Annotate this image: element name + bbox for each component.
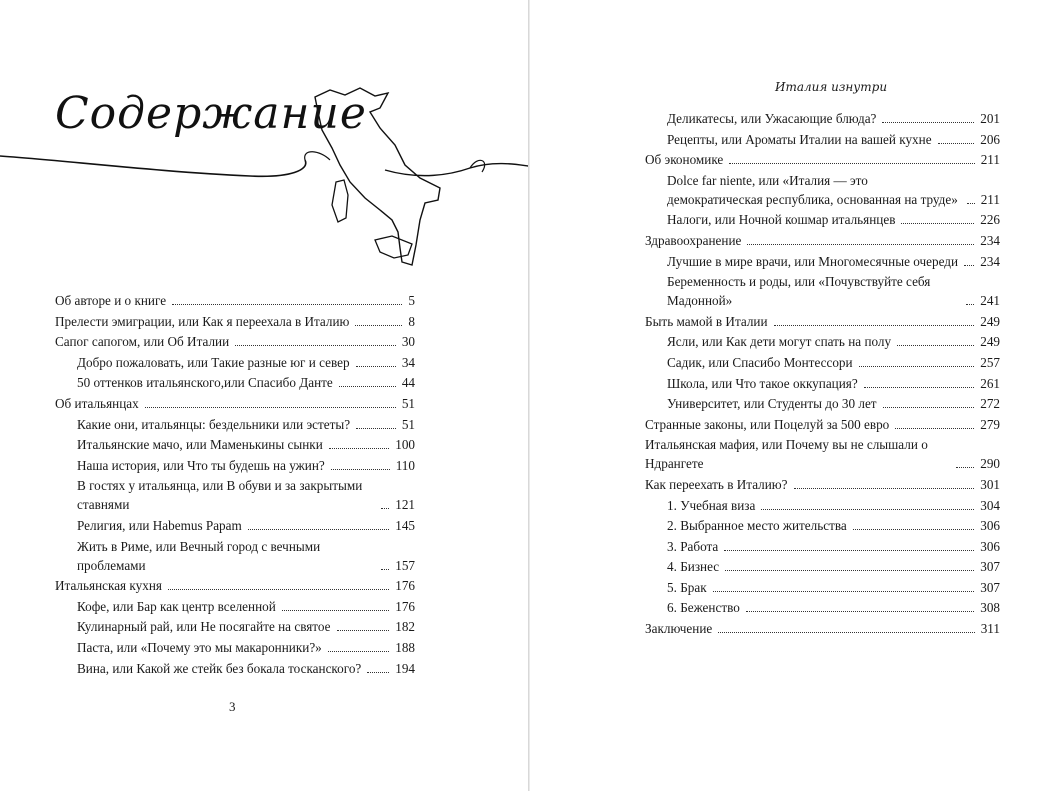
toc-entry-page: 308 xyxy=(980,600,1000,616)
toc-entry[interactable] xyxy=(55,476,415,514)
dot-leader xyxy=(774,325,975,326)
toc-entry[interactable] xyxy=(645,272,1000,310)
toc-entry[interactable] xyxy=(645,557,1000,576)
toc-entry-title: Лучшие в мире врачи, или Многомесячные очереди xyxy=(667,253,959,269)
toc-entry[interactable] xyxy=(55,576,415,595)
toc-entry[interactable] xyxy=(645,353,1000,372)
toc-entry-page: 188 xyxy=(395,639,415,655)
sardinia-outline xyxy=(332,180,348,222)
toc-entry-page: 176 xyxy=(395,598,415,614)
toc-entry-title: Жить в Риме, или Вечный город с вечными проблемами xyxy=(77,538,321,573)
toc-entry-page: 44 xyxy=(401,375,415,391)
dot-leader xyxy=(725,570,974,571)
swirl-loop xyxy=(305,152,330,160)
toc-entry-title: Садик, или Спасибо Монтессори xyxy=(667,354,853,370)
toc-entry-page: 206 xyxy=(980,131,1000,147)
toc-entry-title: Быть мамой в Италии xyxy=(645,313,768,329)
dot-leader xyxy=(794,488,975,489)
sicily-outline xyxy=(375,236,412,258)
toc-entry-title: Кофе, или Бар как центр вселенной xyxy=(77,598,276,614)
toc-entry-title: Беременность и роды, или «Почувствуйте себя Мадонной» xyxy=(667,274,931,309)
toc-entry-page: 211 xyxy=(980,152,1000,168)
toc-entry-title: В гостях у итальянца, или В обуви и за закрытыми ставнями xyxy=(77,478,363,513)
toc-entry-title: Ясли, или Как дети могут спать на полу xyxy=(667,334,892,350)
dot-leader xyxy=(235,345,396,346)
toc-entry-page: 261 xyxy=(980,375,1000,391)
toc-entry-page: 301 xyxy=(980,476,1000,492)
dot-leader xyxy=(329,448,389,449)
toc-entry-title: Заключение xyxy=(645,621,713,637)
toc-entry-page: 5 xyxy=(408,293,415,308)
toc-entry[interactable] xyxy=(645,130,1000,149)
toc-entry-title: Деликатесы, или Ужасающие блюда? xyxy=(667,111,877,126)
toc-entry[interactable] xyxy=(55,394,415,413)
dot-leader xyxy=(718,632,974,633)
toc-entry-title: 6. Беженство xyxy=(667,600,740,616)
toc-entry-page: 30 xyxy=(401,334,415,350)
toc-entry[interactable] xyxy=(55,291,415,310)
dot-leader xyxy=(356,428,396,429)
toc-entry[interactable] xyxy=(645,394,1000,413)
toc-entry[interactable] xyxy=(645,210,1000,229)
toc-entry-page: 249 xyxy=(980,313,1000,329)
toc-entry-title: Здравоохранение xyxy=(645,232,742,248)
dot-leader xyxy=(853,529,974,530)
toc-entry[interactable] xyxy=(645,435,1000,473)
toc-entry-page: 110 xyxy=(395,457,415,473)
dot-leader xyxy=(761,509,974,510)
dot-leader xyxy=(355,325,402,326)
toc-entry-title: 4. Бизнес xyxy=(667,559,720,575)
toc-entry-page: 121 xyxy=(395,497,415,513)
toc-entry-title: Прелести эмиграции, или Как я переехала в Италию xyxy=(55,313,350,329)
toc-entry[interactable] xyxy=(645,496,1000,515)
italy-map-illustration xyxy=(0,0,528,291)
toc-entry-page: 241 xyxy=(980,293,1000,309)
toc-entry-title: Как переехать в Италию? xyxy=(645,476,788,492)
toc-entry-page: 182 xyxy=(395,619,415,635)
toc-entry-title: Об экономике xyxy=(645,152,724,168)
dot-leader xyxy=(248,529,389,530)
toc-entry-title: Кулинарный рай, или Не посягайте на святое xyxy=(77,619,331,635)
toc-entry-page: 290 xyxy=(980,456,1000,472)
toc-entry-page: 157 xyxy=(395,557,415,573)
dot-leader xyxy=(172,304,402,305)
toc-entry-page: 249 xyxy=(980,334,1000,350)
dot-leader xyxy=(966,304,974,305)
toc-entry[interactable] xyxy=(645,516,1000,535)
toc-entry[interactable] xyxy=(645,252,1000,271)
dot-leader xyxy=(331,469,390,470)
toc-entry[interactable] xyxy=(645,578,1000,597)
toc-entry-page: 51 xyxy=(401,416,415,432)
toc-entry-page: 194 xyxy=(395,660,415,676)
dot-leader xyxy=(747,244,974,245)
dot-leader xyxy=(956,467,974,468)
toc-entry-title: Итальянская мафия, или Почему вы не слышали о Ндрангете xyxy=(645,437,928,472)
dot-leader xyxy=(967,203,975,204)
dot-leader xyxy=(339,386,396,387)
toc-entry-page: 145 xyxy=(395,517,415,533)
dot-leader xyxy=(381,569,389,570)
toc-entry[interactable] xyxy=(645,415,1000,434)
toc-entry-title: Паста, или «Почему это мы макаронники?» xyxy=(77,639,322,655)
toc-entry-title: Какие они, итальянцы: бездельники или эстеты? xyxy=(77,416,351,432)
toc-entry-page: 226 xyxy=(980,212,1000,228)
toc-entry-title: Рецепты, или Ароматы Италии на вашей кухне xyxy=(667,131,932,147)
toc-entry-title: 50 оттенков итальянского,или Спасибо Данте xyxy=(77,375,333,391)
toc-entry-title: Университет, или Студенты до 30 лет xyxy=(667,396,877,412)
toc-entry-page: 211 xyxy=(980,191,1000,207)
toc-entry[interactable] xyxy=(645,598,1000,617)
dot-leader xyxy=(168,589,389,590)
dot-leader xyxy=(713,591,975,592)
toc-entry-title: Странные законы, или Поцелуй за 500 евро xyxy=(645,416,890,432)
toc-entry-title: 2. Выбранное место жительства xyxy=(667,518,847,534)
toc-entry-title: Добро пожаловать, или Такие разные юг и север xyxy=(77,354,350,370)
toc-entry-page: 234 xyxy=(980,253,1000,269)
dot-leader xyxy=(367,672,389,673)
toc-entry[interactable] xyxy=(645,231,1000,250)
toc-entry[interactable] xyxy=(645,171,1000,209)
toc-entry[interactable] xyxy=(55,659,415,678)
toc-entry[interactable] xyxy=(55,516,415,535)
toc-entry-title: 1. Учебная виза xyxy=(667,497,756,513)
dot-leader xyxy=(356,366,396,367)
toc-entry-page: 279 xyxy=(980,416,1000,432)
toc-entry-page: 100 xyxy=(395,437,415,453)
dot-leader xyxy=(938,143,975,144)
running-head: Италия изнутри xyxy=(775,80,888,94)
toc-entry[interactable] xyxy=(55,415,415,434)
toc-entry-page: 51 xyxy=(401,395,415,411)
toc-entry[interactable] xyxy=(55,537,415,575)
dot-leader xyxy=(859,366,975,367)
toc-entry[interactable] xyxy=(55,617,415,636)
toc-entry-title: Dolce far niente, или «Италия — это демократическая республика, основанная на труде» xyxy=(667,172,958,207)
toc-entry-title: Религия, или Habemus Papam xyxy=(77,517,242,533)
toc-entry-page: 304 xyxy=(980,497,1000,513)
page-title: Содержание xyxy=(55,88,367,139)
toc-entry[interactable] xyxy=(645,374,1000,393)
toc-list-right xyxy=(645,109,1000,640)
toc-entry-title: Наша история, или Что ты будешь на ужин? xyxy=(77,457,325,473)
toc-entry[interactable] xyxy=(55,456,415,475)
swirl-line-left xyxy=(0,156,306,176)
toc-entry-title: 3. Работа xyxy=(667,538,719,554)
dot-leader xyxy=(901,223,974,224)
toc-entry[interactable] xyxy=(645,109,1000,128)
toc-entry[interactable] xyxy=(645,332,1000,351)
toc-entry[interactable] xyxy=(55,373,415,392)
dot-leader xyxy=(282,610,389,611)
toc-entry-page: 234 xyxy=(980,232,1000,248)
dot-leader xyxy=(883,407,975,408)
toc-entry[interactable] xyxy=(55,435,415,454)
dot-leader xyxy=(882,122,974,123)
toc-entry[interactable] xyxy=(55,332,415,351)
toc-entry-title: Об итальянцах xyxy=(55,395,139,411)
toc-entry-page: 307 xyxy=(980,559,1000,575)
toc-entry-page: 311 xyxy=(980,621,1000,637)
dot-leader xyxy=(328,651,389,652)
toc-entry[interactable] xyxy=(645,537,1000,556)
toc-entry[interactable] xyxy=(645,312,1000,331)
dot-leader xyxy=(746,611,974,612)
toc-entry-title: Итальянские мачо, или Маменькины сынки xyxy=(77,437,323,453)
toc-entry-page: 34 xyxy=(401,354,415,370)
toc-entry-page: 307 xyxy=(980,579,1000,595)
toc-entry-page: 272 xyxy=(980,396,1000,412)
toc-entry-page: 306 xyxy=(980,518,1000,534)
toc-entry[interactable] xyxy=(55,638,415,657)
page-number: 3 xyxy=(229,699,236,714)
toc-entry[interactable] xyxy=(645,150,1000,169)
toc-entry[interactable] xyxy=(55,312,415,331)
toc-entry-page: 201 xyxy=(980,111,1000,126)
dot-leader xyxy=(724,550,974,551)
italy-mainland-outline xyxy=(315,88,440,265)
dot-leader xyxy=(897,345,974,346)
toc-entry[interactable] xyxy=(645,475,1000,494)
toc-entry-title: Налоги, или Ночной кошмар итальянцев xyxy=(667,212,896,228)
toc-list-left xyxy=(55,291,415,679)
toc-entry-title: Вина, или Какой же стейк без бокала тосканского? xyxy=(77,660,362,676)
toc-entry[interactable] xyxy=(55,353,415,372)
dot-leader xyxy=(895,428,974,429)
toc-entry-title: Сапог сапогом, или Об Италии xyxy=(55,334,230,350)
toc-entry[interactable] xyxy=(645,619,1000,638)
dot-leader xyxy=(381,508,389,509)
toc-entry-page: 257 xyxy=(980,354,1000,370)
toc-entry[interactable] xyxy=(55,597,415,616)
toc-entry-title: 5. Брак xyxy=(667,579,707,595)
dot-leader xyxy=(964,265,974,266)
toc-entry-page: 176 xyxy=(395,578,415,594)
book-spine xyxy=(528,0,530,791)
dot-leader xyxy=(145,407,396,408)
toc-entry-page: 8 xyxy=(408,313,415,329)
dot-leader xyxy=(864,387,975,388)
toc-entry-page: 306 xyxy=(980,538,1000,554)
dot-leader xyxy=(337,630,390,631)
toc-entry-title: Итальянская кухня xyxy=(55,578,162,594)
toc-entry-title: Об авторе и о книге xyxy=(55,293,167,308)
dot-leader xyxy=(729,163,974,164)
toc-entry-title: Школа, или Что такое оккупация? xyxy=(667,375,858,391)
